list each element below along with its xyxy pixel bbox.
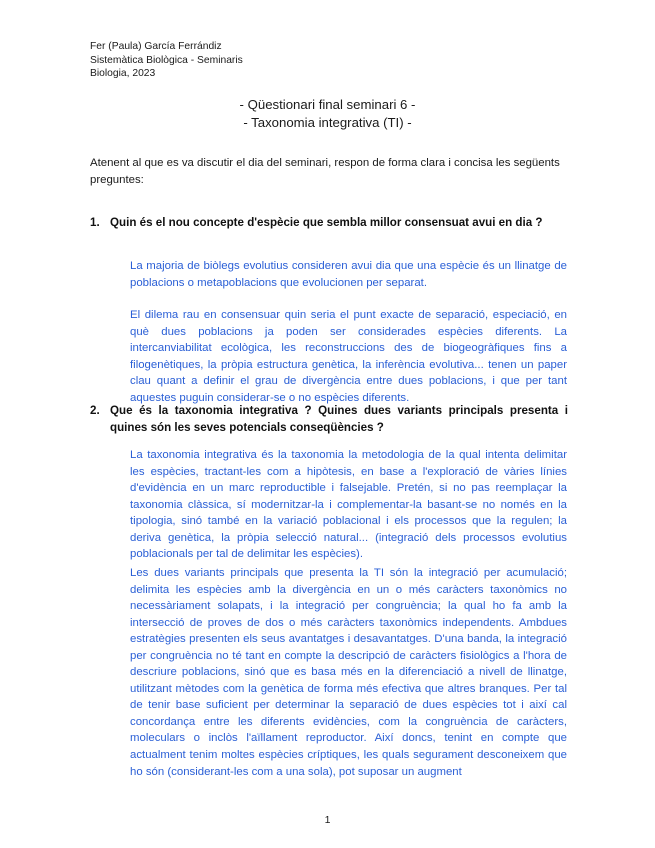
page-number: 1 — [324, 814, 331, 826]
question-text: Quin és el nou concepte d'espècie que sembla millor consensuat avui en dia ? — [110, 216, 543, 229]
title-line-1: - Qüestionari final seminari 6 - — [239, 97, 416, 112]
answer-2-paragraph-1: La taxonomia integrativa és la taxonomia la metodologia de la qual intenta delimitar les espècies, tractant-les com a hipòtesis, en base a l'exploració de vàries línies d'evidència en un marc reproductible i falsejable. Pretén, si no pas reemplaçar la taxonomia clàssica, sí modernitzar-la i complementar-la basant-se no només en la tipologia, sinó també en la variació poblacional i els processos que la regulen; la deriva genètica, la pròpia selecció natural... (integració dels processos evolutius poblacionals per tal de delimitar les espècies). — [130, 449, 567, 561]
question-text: Que és la taxonomia integrativa ? Quines dues variants principals presenta i quines són les seves potencials conseqüències ? — [110, 404, 568, 435]
answer-1-paragraph-1: La majoria de biòlegs evolutius consideren avui dia que una espècie és un llinatge de poblacions o metapoblacions que evolucionen per separat. — [130, 260, 567, 289]
question-1 — [90, 214, 568, 231]
question-number: 1. — [90, 216, 100, 229]
question-number: 2. — [90, 404, 100, 417]
document-header — [90, 40, 243, 81]
author-name: Fer (Paula) García Ferrándiz — [90, 41, 222, 52]
title-line-2: - Taxonomia integrativa (TI) - — [243, 114, 412, 130]
answer-1-paragraph-2: El dilema rau en consensuar quin seria el punt exacte de separació, especiació, en què dues poblacions ja poden ser considerades espècies diferents. La intercanviabilitat ecològica, les reconstruccions des de biogeogràfiques fins a filogenètiques, la pròpia estructura genètica, la inferència evolutiva... tenen un paper clau quant a definir el grau de divergència entre dues poblacions, i que per tant aquestes puguin considerar-se o no espècies diferents. — [130, 309, 567, 404]
program-year: Biologia, 2023 — [90, 68, 156, 79]
question-2 — [90, 402, 568, 436]
page-title — [0, 96, 655, 131]
course-name: Sistemàtica Biològica - Seminaris — [90, 54, 243, 66]
intro-paragraph: Atenent al que es va discutir el dia del seminari, respon de forma clara i concisa les següents preguntes: — [90, 157, 560, 186]
answer-2-paragraph-2: Les dues variants principals que presenta la TI són la integració per acumulació; delimita les espècies amb la divergència en un o més caràcters taxonòmics no necessàriament solapats, i la integració per congruència; la qual ho fa amb la intersecció de proves de dos o més caràcters taxonòmics independents. Ambdues estratègies presenten els seus avantatges i desavantatges. D'una banda, la integració per congruència no té tant en compte la descripció de caràcters fisiològics a l'hora de descriure poblacions, sinó que es basa més en la diferenciació a nivell de llinatge, utilitzant mètodes com la genètica de forma més efectiva que altres branques. Per tal de tenir base suficient per determinar la separació de dues espècies tot i així cal concordança entre les diferents evidències, com la congruència de caràcters, moleculars o inclòs l'aïllament reproductor. Així doncs, tenint en compte que actualment tenim moltes espècies críptiques, les quals segurament desconeixem que ho són (considerant-les com a una sola), pot suposar un augment — [130, 567, 567, 778]
